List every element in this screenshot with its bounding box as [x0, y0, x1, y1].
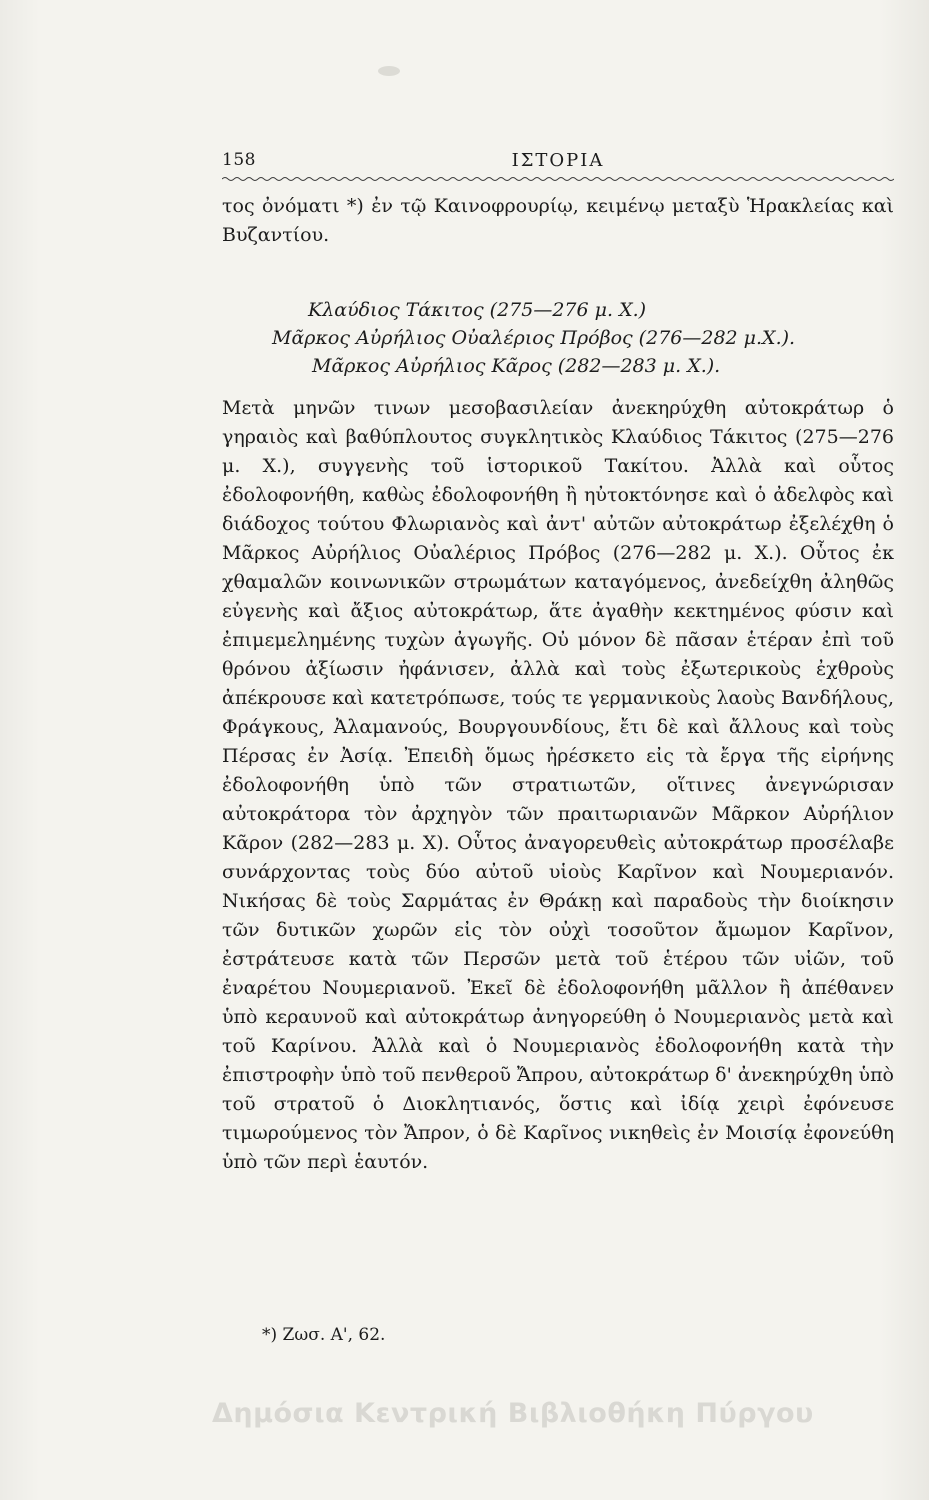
page-header	[222, 150, 894, 176]
emperor-heading: Κλαύδιος Τάκιτος (275—276 μ. Χ.)	[308, 299, 647, 321]
library-watermark: Δημόσια Κεντρική Βιβλιοθήκη Πύργου	[212, 1398, 814, 1429]
running-head: ΙΣΤΟΡΙΑ	[511, 150, 605, 171]
opening-paragraph: τος ὀνόματι *) ἐν τῷ Καινοφρουρίῳ, κειμένῳ μεταξὺ Ἡρακλείας καὶ Βυζαντίου.	[222, 195, 894, 246]
page-number: 158	[222, 150, 256, 170]
text-block	[222, 192, 894, 1177]
wavy-rule	[222, 174, 894, 184]
emperor-heading: Μᾶρκος Αὐρήλιος Οὐαλέριος Πρόβος (276—282 μ.Χ.).	[272, 327, 796, 349]
emperor-list	[222, 296, 894, 380]
main-paragraph: Μετὰ μηνῶν τινων μεσοβασιλείαν ἀνεκηρύχθη αὐτοκράτωρ ὁ γηραιὸς καὶ βαθύπλουτος συγκλητικὸς Κλαύδιος Τάκιτος (275—276 μ. Χ.), συγγενὴς τοῦ ἱστορικοῦ Τακίτου. Ἀλλὰ καὶ οὗτος ἐδολοφονήθη, καθὼς ἐδολοφονήθη ἢ ηὐτοκτόνησε καὶ ὁ ἀδελφὸς καὶ διάδοχος τούτου Φλωριανὸς καὶ ἀντ' αὐτῶν αὐτοκράτωρ ἐξελέχθη ὁ Μᾶρκος Αὐρήλιος Οὐαλέριος Πρόβος (276—282 μ. Χ.). Οὗτος ἐκ χθαμαλῶν κοινωνικῶν στρωμάτων καταγόμενος, ἀνεδείχθη ἀληθῶς εὐγενὴς καὶ ἄξιος αὐτοκράτωρ, ἅτε ἀγαθὴν κεκτημένος φύσιν καὶ ἐπιμεμελημένης τυχὼν ἀγωγῆς. Οὐ μόνον δὲ πᾶσαν ἑτέραν ἐπὶ τοῦ θρόνου ἀξίωσιν ἠφάνισεν, ἀλλὰ καὶ τοὺς ἐξωτερικοὺς ἐχθροὺς ἀπέκρουσε καὶ κατετρόπωσε, τούς τε γερμανικοὺς λαοὺς Βανδήλους, Φράγκους, Ἀλαμανούς, Βουργουνδίους, ἔτι δὲ καὶ ἄλλους καὶ τοὺς Πέρσας ἐν Ἀσίᾳ. Ἐπειδὴ ὅμως ἠρέσκετο εἰς τὰ ἔργα τῆς εἰρήνης ἐδολοφονήθη ὑπὸ τῶν στρατιωτῶν, οἵτινες ἀνεγνώρισαν αὐτοκράτορα τὸν ἀρχηγὸν τῶν πραιτωριανῶν Μᾶρκον Αὐρήλιον Κᾶρον (282—283 μ. Χ). Οὗτος ἀναγορευθεὶς αὐτοκράτωρ προσέλαβε συνάρχοντας τοὺς δύο αὐτοῦ υἱοὺς Καρῖνον καὶ Νουμεριανόν. Νικήσας δὲ τοὺς Σαρμάτας ἐν Θράκῃ καὶ παραδοὺς τὴν διοίκησιν τῶν δυτικῶν χωρῶν εἰς τὸν οὐχὶ τοσοῦτον ἄμωμον Καρῖνον, ἐστράτευσε κατὰ τῶν Περσῶν μετὰ τοῦ ἑτέρου τῶν υἱῶν, τοῦ ἐναρέτου Νουμεριανοῦ. Ἐκεῖ δὲ ἐδολοφονήθη μᾶλλον ἢ ἀπέθανεν ὑπὸ κεραυνοῦ καὶ αὐτοκράτωρ ἀνηγορεύθη ὁ Νουμεριανὸς μετὰ καὶ τοῦ Καρίνου. Ἀλλὰ καὶ ὁ Νουμεριανὸς ἐδολοφονήθη κατὰ τὴν ἐπιστροφὴν ὑπὸ τοῦ πενθεροῦ Ἄπρου, αὐτοκράτωρ δ' ἀνεκηρύχθη ὑπὸ τοῦ στρατοῦ ὁ Διοκλητιανός, ὅστις καὶ ἰδίᾳ χειρὶ ἐφόνευσε τιμωρούμενος τὸν Ἄπρον, ὁ δὲ Καρῖνος νικηθεὶς ἐν Μοισίᾳ ἐφονεύθη ὑπὸ τῶν περὶ ἑαυτόν.	[222, 397, 894, 1173]
footnote: *) Ζωσ. Α', 62.	[262, 1325, 386, 1345]
emperor-heading: Μᾶρκος Αὐρήλιος Κᾶρος (282—283 μ. Χ.).	[312, 355, 721, 377]
ink-smudge	[378, 66, 400, 76]
